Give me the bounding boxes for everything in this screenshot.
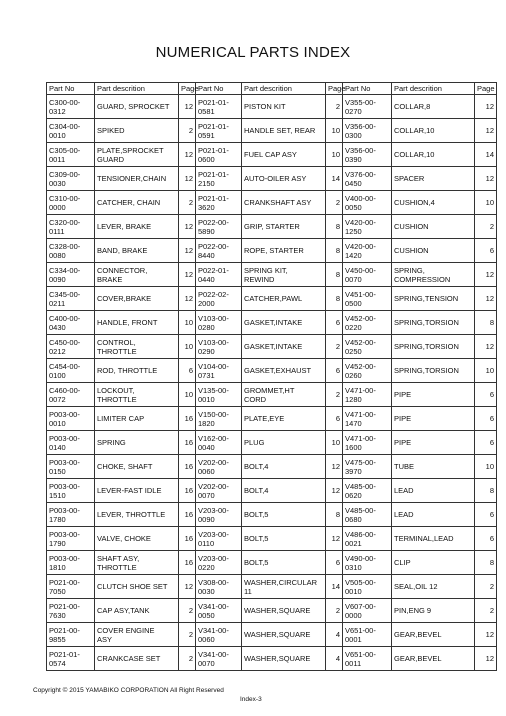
page-number-cell: 8 <box>326 287 343 311</box>
page-number-cell: 8 <box>475 311 497 335</box>
table-row <box>47 383 497 407</box>
parts-index-table <box>46 82 497 671</box>
col-header-description: Part descrition <box>392 83 475 95</box>
part-description-cell: CONNECTOR, BRAKE <box>95 263 179 287</box>
part-description-cell: GASKET,INTAKE <box>242 335 326 359</box>
part-description-cell: BOLT,4 <box>242 479 326 503</box>
page-number-cell: 12 <box>475 335 497 359</box>
table-row <box>47 551 497 575</box>
page-number-cell: 2 <box>326 191 343 215</box>
part-number-cell: P003-00- 1790 <box>47 527 95 551</box>
part-description-cell: LEAD <box>392 479 475 503</box>
col-header-page: Page <box>475 83 497 95</box>
part-number-cell: C450-00- 0212 <box>47 335 95 359</box>
part-number-cell: C454-00- 0100 <box>47 359 95 383</box>
page-number-cell: 2 <box>326 599 343 623</box>
part-description-cell: GASKET,EXHAUST <box>242 359 326 383</box>
page-number-cell: 10 <box>179 335 196 359</box>
page-number-cell: 2 <box>475 215 497 239</box>
page-number-cell: 6 <box>475 431 497 455</box>
table-row <box>47 239 497 263</box>
part-description-cell: TERMINAL,LEAD <box>392 527 475 551</box>
col-header-part-no: Part No <box>196 83 242 95</box>
page-number-cell: 2 <box>326 383 343 407</box>
page-number-cell: 12 <box>179 167 196 191</box>
page-number-cell: 6 <box>326 311 343 335</box>
part-description-cell: SPRING KIT, REWIND <box>242 263 326 287</box>
page-number-cell: 8 <box>475 551 497 575</box>
page-number-cell: 16 <box>179 503 196 527</box>
table-row <box>47 215 497 239</box>
part-description-cell: PIPE <box>392 431 475 455</box>
table-row <box>47 599 497 623</box>
page-number-cell: 8 <box>326 503 343 527</box>
part-description-cell: SPRING,TORSION <box>392 359 475 383</box>
col-header-description: Part descrition <box>95 83 179 95</box>
col-header-part-no: Part No <box>47 83 95 95</box>
part-description-cell: PISTON KIT <box>242 95 326 119</box>
part-description-cell: ROD, THROTTLE <box>95 359 179 383</box>
table-row <box>47 575 497 599</box>
table-row <box>47 119 497 143</box>
page-number-cell: 6 <box>326 359 343 383</box>
page-number-cell: 12 <box>326 527 343 551</box>
page-number-cell: 16 <box>179 527 196 551</box>
part-description-cell: CUSHION <box>392 239 475 263</box>
part-description-cell: LEVER-FAST IDLE <box>95 479 179 503</box>
part-number-cell: V471-00- 1470 <box>343 407 392 431</box>
part-description-cell: CONTROL, THROTTLE <box>95 335 179 359</box>
part-number-cell: V135-00- 0010 <box>196 383 242 407</box>
part-number-cell: V203-00- 0220 <box>196 551 242 575</box>
part-number-cell: C400-00- 0430 <box>47 311 95 335</box>
part-number-cell: C310-00- 0000 <box>47 191 95 215</box>
part-description-cell: HANDLE SET, REAR <box>242 119 326 143</box>
table-row <box>47 287 497 311</box>
col-header-page: Page <box>179 83 196 95</box>
page-number-cell: 2 <box>179 119 196 143</box>
part-description-cell: SHAFT ASY, THROTTLE <box>95 551 179 575</box>
part-number-cell: V202-00- 0070 <box>196 479 242 503</box>
part-number-cell: V308-00- 0030 <box>196 575 242 599</box>
page-number-cell: 12 <box>326 455 343 479</box>
part-number-cell: P022-02- 2000 <box>196 287 242 311</box>
table-row <box>47 527 497 551</box>
page-number-cell: 12 <box>179 143 196 167</box>
table-row <box>47 407 497 431</box>
part-number-cell: V356-00- 0390 <box>343 143 392 167</box>
part-description-cell: GASKET,INTAKE <box>242 311 326 335</box>
part-description-cell: WASHER,SQUARE <box>242 647 326 671</box>
part-description-cell: GUARD, SPROCKET <box>95 95 179 119</box>
part-description-cell: PLATE,SPROCKET GUARD <box>95 143 179 167</box>
part-description-cell: PIPE <box>392 407 475 431</box>
part-number-cell: V103-00- 0290 <box>196 335 242 359</box>
page-number-cell: 6 <box>475 383 497 407</box>
page-title: NUMERICAL PARTS INDEX <box>155 44 351 61</box>
page-number-cell: 6 <box>326 407 343 431</box>
part-number-cell: V355-00- 0270 <box>343 95 392 119</box>
part-description-cell: SPRING,TENSION <box>392 287 475 311</box>
part-number-cell: V162-00- 0040 <box>196 431 242 455</box>
page-number-cell: 12 <box>179 575 196 599</box>
page-number-cell: 8 <box>326 215 343 239</box>
part-description-cell: CRANKCASE SET <box>95 647 179 671</box>
part-number-cell: V202-00- 0060 <box>196 455 242 479</box>
part-description-cell: LEVER, THROTTLE <box>95 503 179 527</box>
table-row <box>47 335 497 359</box>
part-number-cell: V103-00- 0280 <box>196 311 242 335</box>
page-number-cell: 14 <box>475 143 497 167</box>
part-description-cell: GRIP, STARTER <box>242 215 326 239</box>
part-description-cell: PIN,ENG 9 <box>392 599 475 623</box>
page-number-cell: 4 <box>326 647 343 671</box>
part-number-cell: P022-01- 0440 <box>196 263 242 287</box>
part-description-cell: PLATE,EYE <box>242 407 326 431</box>
part-description-cell: WASHER,SQUARE <box>242 623 326 647</box>
part-description-cell: ROPE, STARTER <box>242 239 326 263</box>
page-number-cell: 2 <box>179 599 196 623</box>
col-header-description: Part descrition <box>242 83 326 95</box>
part-description-cell: PIPE <box>392 383 475 407</box>
part-number-cell: P021-00- 7630 <box>47 599 95 623</box>
copyright-notice: Copyright © 2015 YAMABIKO CORPORATION All Right Reserved <box>33 687 224 694</box>
part-number-cell: V607-00- 0000 <box>343 599 392 623</box>
part-number-cell: P021-01- 0600 <box>196 143 242 167</box>
part-number-cell: V203-00- 0090 <box>196 503 242 527</box>
page-number-cell: 8 <box>475 479 497 503</box>
table-row <box>47 623 497 647</box>
part-description-cell: GEAR,BEVEL <box>392 647 475 671</box>
page-number-cell: 4 <box>326 623 343 647</box>
part-number-cell: V505-00- 0010 <box>343 575 392 599</box>
part-description-cell: COLLAR,10 <box>392 119 475 143</box>
part-description-cell: LOCKOUT, THROTTLE <box>95 383 179 407</box>
part-number-cell: C460-00- 0072 <box>47 383 95 407</box>
table-row <box>47 647 497 671</box>
col-header-part-no: Part No <box>343 83 392 95</box>
page-number-cell: 10 <box>475 191 497 215</box>
part-number-cell: C320-00- 0111 <box>47 215 95 239</box>
part-number-cell: V341-00- 0060 <box>196 623 242 647</box>
table-row <box>47 167 497 191</box>
page-number-cell: 2 <box>475 575 497 599</box>
part-description-cell: BOLT,5 <box>242 527 326 551</box>
part-number-cell: P022-00- 8440 <box>196 239 242 263</box>
table-row <box>47 431 497 455</box>
page-number-cell: 10 <box>179 383 196 407</box>
page-number-cell: 16 <box>179 551 196 575</box>
page-number-cell: 6 <box>475 239 497 263</box>
part-description-cell: WASHER,CIRCULAR 11 <box>242 575 326 599</box>
part-description-cell: SPRING, COMPRESSION <box>392 263 475 287</box>
part-description-cell: GEAR,BEVEL <box>392 623 475 647</box>
page-number-cell: 12 <box>179 95 196 119</box>
part-number-cell: V450-00- 0070 <box>343 263 392 287</box>
part-description-cell: COVER,BRAKE <box>95 287 179 311</box>
part-description-cell: COVER ENGINE ASY <box>95 623 179 647</box>
part-description-cell: VALVE, CHOKE <box>95 527 179 551</box>
page-number-cell: 2 <box>179 191 196 215</box>
page-number-cell: 10 <box>179 311 196 335</box>
table-row <box>47 311 497 335</box>
part-number-cell: V203-00- 0110 <box>196 527 242 551</box>
part-description-cell: WASHER,SQUARE <box>242 599 326 623</box>
part-number-cell: P003-00- 0140 <box>47 431 95 455</box>
header-row <box>47 83 497 95</box>
page-number-cell: 12 <box>326 479 343 503</box>
part-number-cell: P003-00- 0150 <box>47 455 95 479</box>
part-number-cell: C345-00- 0211 <box>47 287 95 311</box>
part-description-cell: SPIKED <box>95 119 179 143</box>
part-number-cell: C300-00- 0312 <box>47 95 95 119</box>
page-number-cell: 8 <box>326 239 343 263</box>
page-number-cell: 14 <box>326 575 343 599</box>
part-description-cell: PLUG <box>242 431 326 455</box>
part-number-cell: P021-01- 3620 <box>196 191 242 215</box>
part-number-cell: V490-00- 0310 <box>343 551 392 575</box>
part-description-cell: SPRING <box>95 431 179 455</box>
part-number-cell: P021-00- 9855 <box>47 623 95 647</box>
part-description-cell: CUSHION,4 <box>392 191 475 215</box>
part-number-cell: V651-00- 0001 <box>343 623 392 647</box>
page-number-cell: 12 <box>475 647 497 671</box>
part-number-cell: P021-00- 7050 <box>47 575 95 599</box>
part-description-cell: CLUTCH SHOE SET <box>95 575 179 599</box>
part-number-cell: V150-00- 1820 <box>196 407 242 431</box>
part-description-cell: SEAL,OIL 12 <box>392 575 475 599</box>
part-number-cell: V452-00- 0220 <box>343 311 392 335</box>
part-number-cell: V452-00- 0250 <box>343 335 392 359</box>
page-number-cell: 10 <box>326 143 343 167</box>
part-description-cell: BOLT,5 <box>242 503 326 527</box>
part-number-cell: V400-00- 0050 <box>343 191 392 215</box>
table-row <box>47 503 497 527</box>
part-description-cell: BOLT,5 <box>242 551 326 575</box>
page-number-cell: 10 <box>475 359 497 383</box>
part-number-cell: V485-00- 0680 <box>343 503 392 527</box>
part-description-cell: CRANKSHAFT ASY <box>242 191 326 215</box>
part-description-cell: GROMMET,HT CORD <box>242 383 326 407</box>
page-number-cell: 6 <box>179 359 196 383</box>
page-number-cell: 12 <box>475 287 497 311</box>
page-number-cell: 2 <box>179 623 196 647</box>
part-description-cell: CATCHER, CHAIN <box>95 191 179 215</box>
part-number-cell: V420-00- 1250 <box>343 215 392 239</box>
part-description-cell: LEVER, BRAKE <box>95 215 179 239</box>
part-number-cell: V486-00- 0021 <box>343 527 392 551</box>
part-number-cell: C334-00- 0090 <box>47 263 95 287</box>
part-description-cell: LIMITER CAP <box>95 407 179 431</box>
part-number-cell: V471-00- 1600 <box>343 431 392 455</box>
page-number-cell: 12 <box>475 95 497 119</box>
page-number-cell: 16 <box>179 455 196 479</box>
part-number-cell: V485-00- 0620 <box>343 479 392 503</box>
part-number-cell: P003-00- 1510 <box>47 479 95 503</box>
table-row <box>47 359 497 383</box>
page-number-cell: 12 <box>179 263 196 287</box>
part-description-cell: FUEL CAP ASY <box>242 143 326 167</box>
part-number-cell: V341-00- 0050 <box>196 599 242 623</box>
part-description-cell: CUSHION <box>392 215 475 239</box>
part-description-cell: COLLAR,10 <box>392 143 475 167</box>
part-description-cell: CHOKE, SHAFT <box>95 455 179 479</box>
part-description-cell: BOLT,4 <box>242 455 326 479</box>
page-number-cell: 6 <box>326 551 343 575</box>
part-number-cell: P022-00- 5890 <box>196 215 242 239</box>
table-row <box>47 263 497 287</box>
part-number-cell: V651-00- 0011 <box>343 647 392 671</box>
part-description-cell: SPRING,TORSION <box>392 335 475 359</box>
part-description-cell: LEAD <box>392 503 475 527</box>
part-description-cell: TENSIONER,CHAIN <box>95 167 179 191</box>
part-description-cell: CAP ASY,TANK <box>95 599 179 623</box>
part-number-cell: V451-00- 0500 <box>343 287 392 311</box>
page-number-cell: 14 <box>326 167 343 191</box>
page-number-cell: 2 <box>475 599 497 623</box>
part-number-cell: V471-00- 1280 <box>343 383 392 407</box>
part-number-cell: V420-00- 1420 <box>343 239 392 263</box>
part-description-cell: CATCHER,PAWL <box>242 287 326 311</box>
part-number-cell: V452-00- 0260 <box>343 359 392 383</box>
page-number-cell: 12 <box>475 263 497 287</box>
part-number-cell: C309-00- 0030 <box>47 167 95 191</box>
part-description-cell: COLLAR,8 <box>392 95 475 119</box>
page-number-cell: 2 <box>326 95 343 119</box>
part-number-cell: C305-00- 0011 <box>47 143 95 167</box>
page-number-cell: 6 <box>475 407 497 431</box>
part-number-cell: V356-00- 0300 <box>343 119 392 143</box>
part-number-cell: P021-01- 0581 <box>196 95 242 119</box>
page-number: Index-3 <box>240 696 262 703</box>
part-number-cell: C304-00- 0010 <box>47 119 95 143</box>
page-number-cell: 12 <box>475 623 497 647</box>
page-number-cell: 12 <box>179 215 196 239</box>
part-number-cell: P021-01- 2150 <box>196 167 242 191</box>
page-number-cell: 12 <box>179 287 196 311</box>
part-number-cell: P003-00- 1810 <box>47 551 95 575</box>
page-number-cell: 6 <box>475 527 497 551</box>
part-number-cell: V376-00- 0450 <box>343 167 392 191</box>
page-number-cell: 16 <box>179 479 196 503</box>
page-number-cell: 2 <box>179 647 196 671</box>
part-description-cell: SPACER <box>392 167 475 191</box>
part-number-cell: V475-00- 3970 <box>343 455 392 479</box>
part-description-cell: BAND, BRAKE <box>95 239 179 263</box>
page-number-cell: 16 <box>179 407 196 431</box>
page-number-cell: 10 <box>326 431 343 455</box>
part-description-cell: CLIP <box>392 551 475 575</box>
part-description-cell: SPRING,TORSION <box>392 311 475 335</box>
part-number-cell: C328-00- 0080 <box>47 239 95 263</box>
page-number-cell: 12 <box>475 119 497 143</box>
table-row <box>47 455 497 479</box>
page-number-cell: 6 <box>475 503 497 527</box>
table-row <box>47 191 497 215</box>
page-number-cell: 12 <box>179 239 196 263</box>
part-number-cell: V341-00- 0070 <box>196 647 242 671</box>
page-number-cell: 10 <box>475 455 497 479</box>
part-number-cell: P021-01- 0591 <box>196 119 242 143</box>
part-description-cell: TUBE <box>392 455 475 479</box>
page-number-cell: 16 <box>179 431 196 455</box>
part-number-cell: P021-01- 0574 <box>47 647 95 671</box>
page-number-cell: 8 <box>326 263 343 287</box>
part-number-cell: P003-00- 0010 <box>47 407 95 431</box>
page-number-cell: 12 <box>475 167 497 191</box>
part-number-cell: V104-00- 0731 <box>196 359 242 383</box>
part-description-cell: HANDLE, FRONT <box>95 311 179 335</box>
page-number-cell: 2 <box>326 335 343 359</box>
table-row <box>47 479 497 503</box>
col-header-page: Page <box>326 83 343 95</box>
table-row <box>47 143 497 167</box>
part-description-cell: AUTO-OILER ASY <box>242 167 326 191</box>
table-row <box>47 95 497 119</box>
page-number-cell: 10 <box>326 119 343 143</box>
part-number-cell: P003-00- 1780 <box>47 503 95 527</box>
